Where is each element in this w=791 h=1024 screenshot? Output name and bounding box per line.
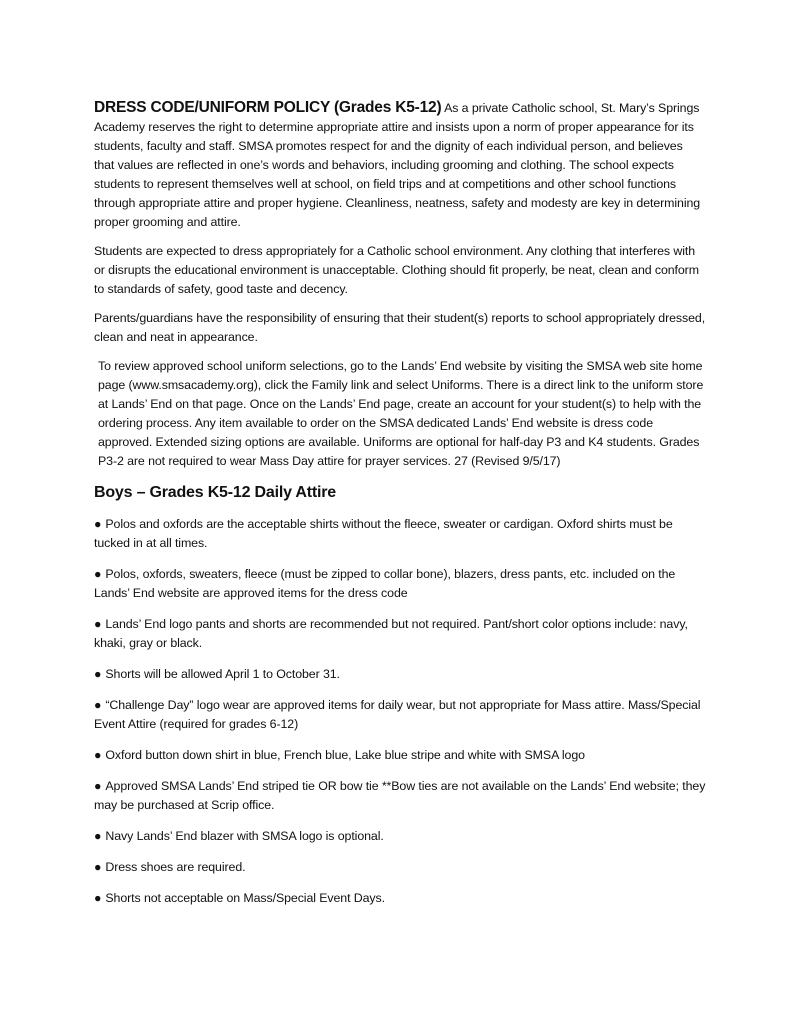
list-item-text: Lands’ End logo pants and shorts are recommended but not required. Pant/short color options include: navy, khaki, gray or black. (94, 617, 688, 650)
bullet-icon: ● (94, 617, 102, 631)
list-item (94, 615, 706, 653)
intro-text: As a private Catholic school, St. Mary’s Springs Academy reserves the right to determine appropriate attire and insists upon a norm of proper appearance for its students, faculty and staff. SMSA promotes respect for and the dignity of each individual person, and believes that values are reflected in one’s words and behaviors, including grooming and clothing. The school expects students to represent themselves well at school, on field trips and at competitions and other school functions through appropriate attire and proper hygiene. Cleanliness, neatness, safety and modesty are key in determining proper grooming and attire. (94, 101, 701, 229)
bullet-icon: ● (94, 698, 102, 712)
list-item (94, 777, 706, 815)
bullet-icon: ● (94, 748, 102, 762)
list-item-text: Navy Lands’ End blazer with SMSA logo is optional. (105, 829, 384, 843)
paragraph-expectations: Students are expected to dress appropriately for a Catholic school environment. Any clothing that interferes with or disrupts the educational environment is unacceptable. Clothing should fit properly, be neat, clean and conform to standards of safety, good taste and decency. (94, 244, 699, 296)
list-item-text: Shorts not acceptable on Mass/Special Event Days. (105, 891, 385, 905)
boys-daily-attire-heading: Boys – Grades K5-12 Daily Attire (94, 484, 336, 501)
list-item (94, 565, 706, 603)
list-item-text: “Challenge Day” logo wear are approved items for daily wear, but not appropriate for Mass attire. Mass/Special Event Attire (required for grades 6-12) (94, 698, 701, 731)
list-item-text: Polos, oxfords, sweaters, fleece (must be zipped to collar bone), blazers, dress pants, etc. included on the Lands’ End website are approved items for the dress code (94, 567, 676, 600)
document-page (94, 98, 706, 920)
list-item-text: Polos and oxfords are the acceptable shirts without the fleece, sweater or cardigan. Oxford shirts must be tucked in at all times. (94, 517, 673, 550)
bullet-icon: ● (94, 779, 102, 793)
boys-attire-list (94, 515, 706, 908)
policy-title: DRESS CODE/UNIFORM POLICY (Grades K5-12) (94, 99, 442, 116)
list-item (94, 827, 706, 846)
intro-paragraph (94, 98, 706, 232)
bullet-icon: ● (94, 567, 102, 581)
list-item (94, 858, 706, 877)
paragraph-parents: Parents/guardians have the responsibility of ensuring that their student(s) reports to school appropriately dressed, clean and neat in appearance. (94, 311, 706, 344)
bullet-icon: ● (94, 829, 102, 843)
bullet-icon: ● (94, 667, 102, 681)
list-item-text: Approved SMSA Lands’ End striped tie OR bow tie **Bow ties are not available on the Lands’ End website; they may be purchased at Scrip office. (94, 779, 706, 812)
list-item (94, 746, 706, 765)
list-item (94, 665, 706, 684)
list-item (94, 889, 706, 908)
paragraph-uniform-ordering: To review approved school uniform selections, go to the Lands’ End website by visiting the SMSA web site home page (www.smsacademy.org), click the Family link and select Uniforms. There is a direct link to the uniform store at Lands’ End on that page. Once on the Lands’ End page, create an account for your student(s) to help with the ordering process. Any item available to order on the SMSA dedicated Lands’ End website is dress code approved. Extended sizing options are available. Uniforms are optional for half-day P3 and K4 students. Grades P3-2 are not required to wear Mass Day attire for prayer services. 27 (Revised 9/5/17) (98, 359, 704, 468)
list-item (94, 515, 706, 553)
bullet-icon: ● (94, 517, 102, 531)
list-item-text: Dress shoes are required. (105, 860, 246, 874)
list-item-text: Shorts will be allowed April 1 to October 31. (105, 667, 340, 681)
list-item-text: Oxford button down shirt in blue, French blue, Lake blue stripe and white with SMSA logo (105, 748, 585, 762)
bullet-icon: ● (94, 860, 102, 874)
list-item (94, 696, 706, 734)
bullet-icon: ● (94, 891, 102, 905)
